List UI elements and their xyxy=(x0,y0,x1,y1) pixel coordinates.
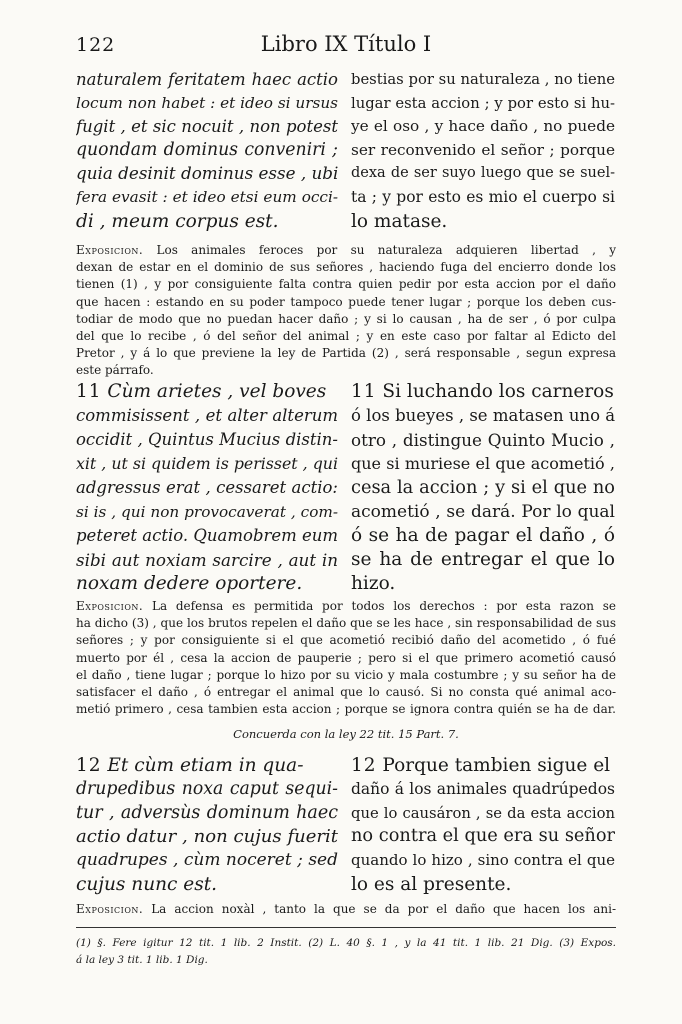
latin-text: Cùm arietes , vel boves xyxy=(101,381,327,402)
spanish-column xyxy=(351,68,615,233)
latin-line: commisissent , et alter alterum xyxy=(76,406,338,425)
commentary-line: señores ; y por consiguiente si el que acometió recibió daño del acometido , ó fué xyxy=(76,633,616,648)
latin-line: locum non habet : et ideo si ursus xyxy=(76,93,338,112)
exposicion-commentary-1 xyxy=(76,242,616,380)
spanish-line: ó los bueyes , se matasen uno á xyxy=(351,406,615,425)
exposicion-commentary-2 xyxy=(76,598,616,718)
spanish-line: no contra el que era su señor xyxy=(351,826,615,847)
latin-line: sibi aut noxiam sarcire , aut in xyxy=(76,550,338,570)
latin-line: occidit , Quintus Mucius distin- xyxy=(76,430,338,449)
latin-line: di , meum corpus est. xyxy=(76,210,279,232)
spanish-line: ye el oso , y hace daño , no puede xyxy=(351,117,615,136)
commentary-line: muerto por él , cesa la accion de pauperie ; pero si el que primero acometió causó xyxy=(76,650,616,665)
commentary-line: ha dicho (3) , que los brutos repelen el daño que se les hace , sin responsabilidad de sus xyxy=(76,616,616,631)
spanish-line: lugar esta accion ; y por esto si hu- xyxy=(351,94,615,112)
spanish-line: ó se ha de pagar el daño , ó xyxy=(351,525,615,546)
exposicion-label: Exposicion. xyxy=(76,243,144,257)
spanish-line: ser reconvenido el señor ; porque xyxy=(351,140,615,159)
spanish-line xyxy=(351,754,615,778)
spanish-line: otro , distingue Quinto Mucio , xyxy=(351,430,615,450)
latin-column xyxy=(76,754,338,897)
latin-line: fera evasit : et ideo etsi eum occi- xyxy=(76,187,338,206)
commentary-text: La defensa es permitida por todos los derechos : por esta razon se xyxy=(143,599,616,613)
spanish-line: que lo causáron , se da esta accion xyxy=(351,804,615,822)
latin-line: adgressus erat , cessaret actio: xyxy=(76,478,338,497)
commentary-line: del que lo recibe , ó del señor del animal ; y en este caso por faltar al Edicto del xyxy=(76,328,616,343)
spanish-line: lo es al presente. xyxy=(351,873,512,895)
latin-text: Et cùm etiam in qua- xyxy=(101,755,304,776)
spanish-line: se ha de entregar el que lo xyxy=(351,549,615,570)
paragraph-number: 11 xyxy=(351,381,377,402)
latin-line: quia desinit dominus esse , ubi xyxy=(76,163,338,184)
latin-line: xit , ut si quidem is perisset , qui xyxy=(76,454,338,473)
commentary-line: que hacen : estando en su poder tampoco puede tener lugar ; porque los deben cus- xyxy=(76,294,616,309)
commentary-line: satisfacer el daño , ó entregar el animal que lo causó. Si no consta qué animal aco- xyxy=(76,684,616,699)
commentary-text: Los animales feroces por su naturaleza adquieren libertad , y xyxy=(143,243,616,257)
latin-column xyxy=(76,68,338,233)
exposicion-label: Exposicion. xyxy=(76,902,144,916)
commentary-line: todiar de modo que no puedan hacer daño ; y si lo causan , ha de ser , ó por culpa xyxy=(76,311,616,326)
paragraph-number: 12 xyxy=(351,755,377,776)
commentary-line xyxy=(76,242,616,259)
concordance-note: Concuerda con la ley 22 tit. 15 Part. 7. xyxy=(233,727,459,741)
commentary-text: La accion noxàl , tanto la que se da por el daño que hacen los ani- xyxy=(143,902,616,916)
latin-line: cujus nunc est. xyxy=(76,873,218,895)
commentary-line: el daño , tiene lugar ; porque lo hizo por su vicio y mala costumbre ; y su señor ha de xyxy=(76,667,616,682)
footnote-line: á la ley 3 tit. 1 lib. 1 Dig. xyxy=(76,954,208,966)
latin-line: quondam dominus conveniri ; xyxy=(76,139,338,160)
commentary-line: Pretor , y á lo que previene la ley de Partida (2) , será responsable , segun expresa xyxy=(76,346,616,361)
latin-line: quadrupes , cùm noceret ; sed xyxy=(76,850,338,871)
commentary-line: dexan de estar en el dominio de sus señores , haciendo fuga del encierro donde los xyxy=(76,260,616,275)
paragraph-number: 12 xyxy=(76,755,102,776)
spanish-line: quando lo hizo , sino contra el que xyxy=(351,851,615,870)
spanish-line: que si muriese el que acometió , xyxy=(351,454,615,473)
footnotes xyxy=(76,935,616,969)
spanish-column xyxy=(351,380,615,596)
spanish-line: lo matase. xyxy=(351,210,448,232)
latin-line: tur , adversùs dominum haec xyxy=(76,802,338,823)
page-header xyxy=(76,30,616,60)
latin-line: naturalem feritatem haec actio xyxy=(76,70,338,89)
spanish-column xyxy=(351,754,615,897)
page-number: 122 xyxy=(76,34,116,56)
spanish-text: Si luchando los carneros xyxy=(376,381,614,402)
latin-line: actio datur , non cujus fuerit xyxy=(76,826,338,848)
spanish-line: daño á los animales quadrúpedos xyxy=(351,779,615,798)
spanish-line: dexa de ser suyo luego que se suel- xyxy=(351,165,615,182)
commentary-line: tienen (1) , y por consiguiente falta contra quien pedir por esta accion por el daño xyxy=(76,277,616,292)
footnote-divider xyxy=(76,927,616,928)
commentary-line xyxy=(76,598,616,615)
exposicion-commentary-3 xyxy=(76,901,616,918)
latin-line: drupedibus noxa caput sequi- xyxy=(76,778,338,799)
spanish-line: hizo. xyxy=(351,573,396,594)
spanish-line xyxy=(351,380,615,404)
latin-line: fugit , et sic nocuit , non potest xyxy=(76,117,338,137)
latin-line: peteret actio. Quamobrem eum xyxy=(76,526,338,545)
spanish-text: Porque tambien sigue el xyxy=(376,755,611,776)
footnote-line: (1) §. Fere igitur 12 tit. 1 lib. 2 Instit. (2) L. 40 §. 1 , y la 41 tit. 1 lib. 21 Dig. (3) Expos. xyxy=(76,937,616,949)
commentary-line: este párrafo. xyxy=(76,363,154,378)
latin-line: si is , qui non provocaverat , com- xyxy=(76,503,338,521)
latin-line xyxy=(76,754,338,778)
latin-line: noxam dedere oportere. xyxy=(76,573,303,594)
spanish-line: bestias por su naturaleza , no tiene xyxy=(351,71,615,88)
spanish-line: ta ; y por esto es mio el cuerpo si xyxy=(351,187,615,206)
commentary-line xyxy=(76,901,616,918)
commentary-line: metió primero , cesa tambien esta accion ; porque se ignora contra quién se ha de dar. xyxy=(76,702,616,717)
latin-line xyxy=(76,380,338,404)
exposicion-label: Exposicion. xyxy=(76,599,144,613)
running-title: Libro IX Título I xyxy=(260,32,432,56)
latin-column xyxy=(76,380,338,596)
spanish-line: cesa la accion ; y si el que no xyxy=(351,478,615,498)
spanish-line: acometió , se dará. Por lo qual xyxy=(351,502,615,522)
paragraph-number: 11 xyxy=(76,381,102,402)
